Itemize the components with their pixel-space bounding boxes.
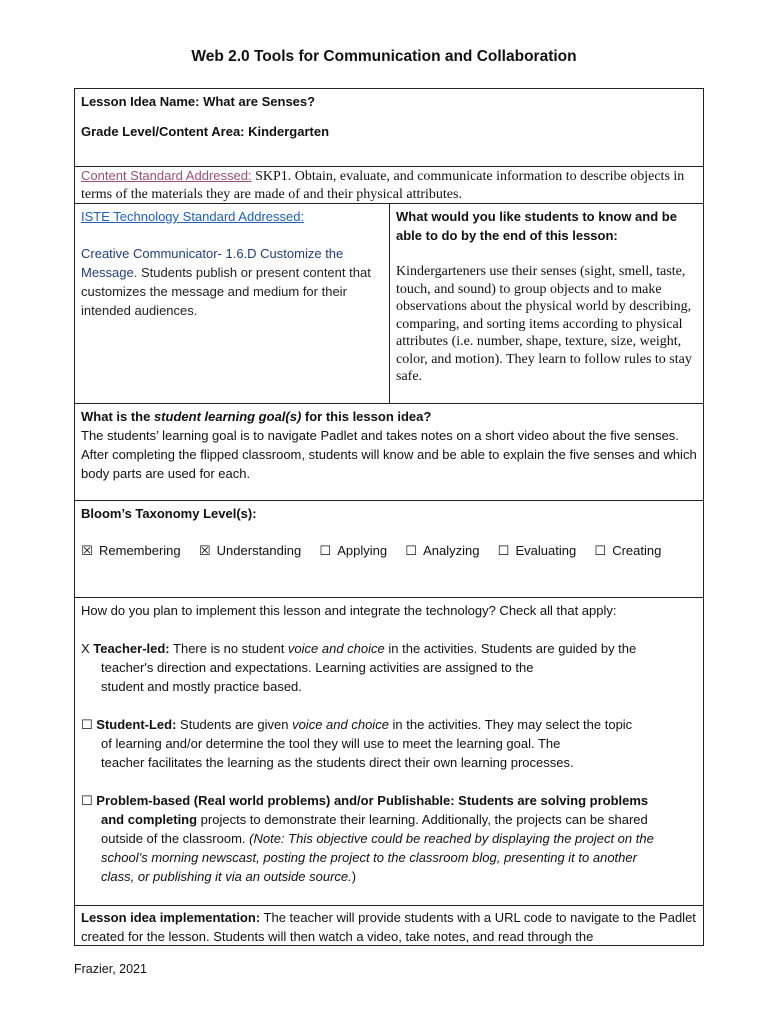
bloom-label-applying: Applying (337, 543, 388, 558)
problem-label: Problem-based (Real world problems) and/or Publishable: Students are solving problems (96, 793, 649, 808)
implement-question: How do you plan to implement this lesson and integrate the technology? Check all that apply: (81, 603, 617, 618)
page-title: Web 2.0 Tools for Communication and Collaboration (191, 48, 577, 65)
bloom-label: Bloom’s Taxonomy Level(s): (81, 506, 257, 521)
bloom-remembering[interactable] (81, 543, 181, 558)
checkbox-icon[interactable]: ☐ (319, 544, 332, 559)
checkbox-icon[interactable]: ☐ (594, 544, 607, 559)
content-standard-label: Content Standard Addressed: (81, 168, 252, 183)
problem-t3: outside of the classroom. (101, 831, 250, 846)
student-led-line3: teacher facilitates the learning as the students direct their own learning processes. (101, 755, 574, 770)
iste-label: ISTE Technology Standard Addressed: (81, 209, 305, 224)
bloom-label-remembering: Remembering (99, 543, 181, 558)
problem-line4: school’s morning newscast, posting the project to the classroom blog, presenting it to another (101, 850, 637, 865)
problem-b2: and completing (101, 812, 198, 827)
know-answer: Kindergarteners use their senses (sight, smell, taste, touch, and sound) to group objects and to make observations about the physical world by describing, comparing, and sorting items according to physical attributes (i.e. number, shape, texture, size, weight, color, and motion). They learn to follow rules to stay safe. (396, 264, 692, 384)
teacher-led-option (81, 639, 697, 696)
teacher-led-label: Teacher-led: (93, 641, 170, 656)
goal-q-prefix: What is the (81, 409, 154, 424)
goal-text: The students’ learning goal is to navigate Padlet and takes notes on a short video about the five senses. After completing the flipped classroom, students will know and be able to explain the five senses and which body parts are used for each. (81, 428, 697, 481)
bloom-box (74, 500, 704, 598)
checked-box-icon[interactable]: ☒ (81, 544, 93, 559)
checked-box-icon[interactable]: ☒ (198, 544, 211, 559)
checkbox-icon[interactable]: ☐ (405, 544, 417, 559)
student-led-t2: in the activities. They may select the topic (388, 717, 633, 732)
problem-based-option (81, 791, 697, 886)
learning-goal-box (74, 403, 704, 501)
standards-row (74, 203, 704, 404)
bloom-label-understanding: Understanding (216, 543, 302, 558)
iste-standard (81, 244, 383, 320)
student-led-line1 (81, 715, 697, 734)
bloom-analyzing[interactable] (405, 543, 479, 558)
goal-question (81, 407, 697, 426)
checkbox-icon[interactable]: ☐ (81, 793, 97, 808)
teacher-led-i1: voice and choice (287, 641, 385, 656)
checkbox-icon[interactable]: ☐ (81, 717, 97, 732)
implementation-body: The teacher will provide students with a URL code to navigate to the Padlet created for the lesson. Students will then watch a video, take notes, and read through the (81, 910, 696, 944)
problem-i3: (Note: This objective could be reached by displaying the project on the (249, 831, 654, 846)
grade-level: Grade Level/Content Area: Kindergarten (81, 124, 330, 139)
footer-author: Frazier, 2021 (74, 962, 147, 976)
iste-standard-name: Creative Communicator- 1.6.D Customize the Message. (81, 246, 344, 280)
bloom-levels (81, 543, 697, 558)
problem-line1 (81, 791, 697, 810)
bloom-label-creating: Creating (612, 543, 662, 558)
problem-i5: class, or publishing it via an outside source. (101, 869, 352, 884)
iste-standard-desc: Students publish or present content that customizes the message and medium for their intended audiences. (81, 265, 371, 318)
student-led-i1: voice and choice (292, 717, 389, 732)
teacher-led-mark[interactable]: X (81, 641, 94, 656)
content-standard (81, 167, 697, 203)
goal-q-suffix: for this lesson idea? (301, 409, 432, 424)
problem-line5 (81, 867, 697, 886)
teacher-led-line3: student and mostly practice based. (101, 679, 302, 694)
bloom-understanding[interactable] (199, 543, 302, 558)
know-cell (390, 204, 703, 403)
problem-line2 (81, 810, 697, 829)
implementation-box (74, 905, 704, 946)
lesson-info-box (74, 88, 704, 167)
iste-cell (75, 204, 390, 403)
content-standard-text: SKP1. Obtain, evaluate, and communicate information to describe objects in terms of the materials they are made of and their physical attributes. (81, 169, 685, 202)
goal-q-italic: student learning goal(s) (153, 409, 302, 424)
problem-t2: projects to demonstrate their learning. Additionally, the projects can be shared (197, 812, 648, 827)
student-led-label: Student-Led: (96, 717, 177, 732)
content-standard-box (74, 166, 704, 204)
teacher-led-line2: teacher's direction and expectations. Learning activities are assigned to the (101, 660, 534, 675)
checkbox-icon[interactable]: ☐ (497, 544, 510, 559)
teacher-led-line1 (81, 639, 697, 658)
teacher-led-t1: There is no student (169, 641, 288, 656)
student-led-t1: Students are given (176, 717, 293, 732)
implement-box (74, 597, 704, 906)
problem-end: ) (351, 869, 357, 884)
know-question: What would you like students to know and be able to do by the end of this lesson: (396, 209, 677, 243)
bloom-creating[interactable] (594, 543, 661, 558)
teacher-led-t2: in the activities. Students are guided by the (384, 641, 637, 656)
bloom-label-analyzing: Analyzing (423, 543, 480, 558)
lesson-idea-name: Lesson Idea Name: What are Senses? (81, 94, 316, 109)
bloom-label-evaluating: Evaluating (515, 543, 577, 558)
problem-line3 (81, 829, 697, 848)
student-led-line2: of learning and/or determine the tool they will use to meet the learning goal. The (101, 736, 561, 751)
student-led-option (81, 715, 697, 772)
implementation-text (81, 908, 697, 946)
bloom-applying[interactable] (319, 543, 387, 558)
implementation-label: Lesson idea implementation: (81, 910, 261, 925)
bloom-evaluating[interactable] (497, 543, 576, 558)
